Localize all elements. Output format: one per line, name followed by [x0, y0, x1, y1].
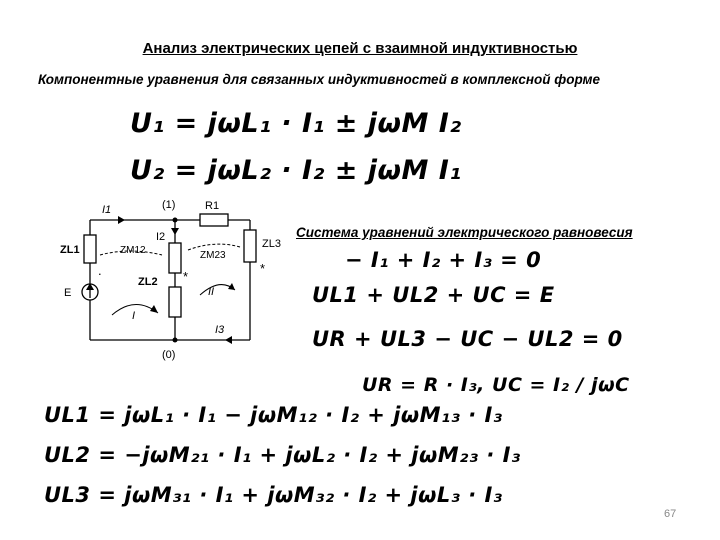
- node-1-dot: [173, 218, 178, 223]
- i3-label: I3: [215, 324, 225, 336]
- loop-i-label: I: [132, 310, 136, 322]
- slide-title: Анализ электрических цепей с взаимной индуктивностью: [142, 40, 578, 57]
- system-eq-3: UR + UL3 − UC − UL2 = 0: [312, 327, 623, 351]
- inductive-eq-3: UL3 = jωM₃₁ · I₁ + jωM₃₂ · I₂ + jωL₃ · I₃: [44, 483, 503, 507]
- emf-label: E: [64, 287, 72, 299]
- i3-arrow: [225, 336, 232, 344]
- i2-label: I2: [156, 231, 166, 243]
- circuit-diagram: [50, 195, 295, 365]
- system-eq-2: UL1 + UL2 + UC = E: [312, 283, 555, 307]
- node-0-label: (0): [162, 349, 176, 361]
- star-mark-zl3: *: [260, 261, 266, 276]
- zl1-label: ZL1: [60, 244, 80, 256]
- star-mark-zl2: *: [183, 269, 189, 284]
- zl2-label: ZL2: [138, 276, 158, 288]
- zl3-box: [244, 230, 256, 262]
- i2-arrow: [171, 228, 179, 235]
- zm12-label: ZM12: [120, 245, 146, 256]
- zm23-label: ZM23: [200, 250, 226, 261]
- loop-ii-label: II: [208, 286, 215, 298]
- loop-ii-arrow: [200, 285, 235, 295]
- i1-arrow: [118, 216, 125, 224]
- system-eq-4: UR = R · I₃, UC = I₂ / jωC: [362, 374, 630, 396]
- zl1-box: [84, 235, 96, 263]
- i1-label: I1: [102, 204, 112, 216]
- r1-label: R1: [205, 200, 220, 212]
- zl3-label: ZL3: [262, 238, 281, 250]
- slide-subtitle: Компонентные уравнения для связанных индуктивностей в комплексной форме: [38, 72, 601, 87]
- node-0-dot: [173, 338, 178, 343]
- system-eq-1: − I₁ + I₂ + I₃ = 0: [345, 248, 542, 272]
- dot-mark-zl1: .: [98, 263, 102, 278]
- c-box: [169, 287, 181, 317]
- component-eq-1: U₁ = jωL₁ · I₁ ± jωM I₂: [130, 108, 462, 139]
- r1-box: [200, 214, 228, 226]
- system-title: Система уравнений электрического равновесия: [296, 225, 633, 240]
- component-eq-2: U₂ = jωL₂ · I₂ ± jωM I₁: [130, 155, 462, 186]
- inductive-eq-2: UL2 = −jωM₂₁ · I₁ + jωL₂ · I₂ + jωM₂₃ · I₃: [44, 443, 521, 467]
- node-1-label: (1): [162, 199, 176, 211]
- zl2-box: [169, 243, 181, 273]
- inductive-eq-1: UL1 = jωL₁ · I₁ − jωM₁₂ · I₂ + jωM₁₃ · I₃: [44, 403, 503, 427]
- page-number: 67: [664, 508, 677, 520]
